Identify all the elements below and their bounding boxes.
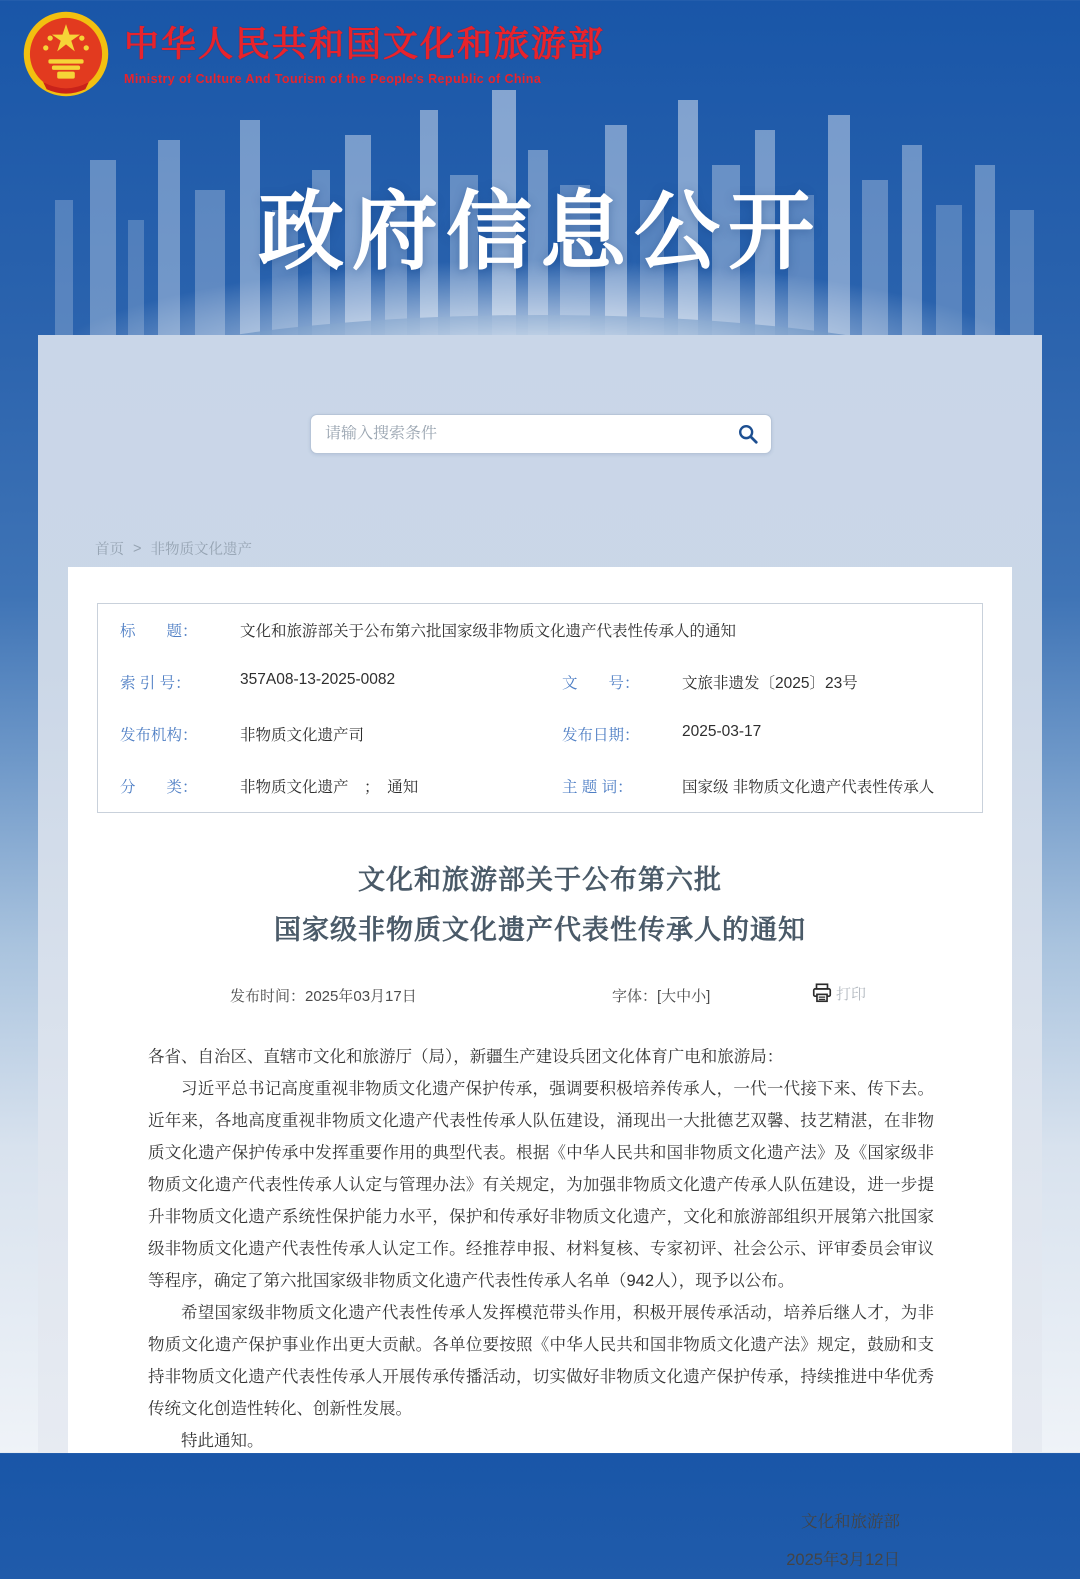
search-icon bbox=[737, 423, 759, 445]
search-input[interactable] bbox=[311, 425, 737, 443]
paragraph-1: 习近平总书记高度重视非物质文化遗产保护传承，强调要积极培养传承人，一代一代接下来、传下去。近年来，各地高度重视非物质文化遗产代表性传承人队伍建设，涌现出一大批德艺双馨、技艺精湛，在非物质文化遗产保护传承中发挥重要作用的典型代表。根据《中华人民共和国非物质文化遗产法》及《国家级非物质文化遗产代表性传承人认定与管理办法》有关规定，为加强非物质文化遗产传承人队伍建设，进一步提升非物质文化遗产系统性保护能力水平，保护和传承好非物质文化遗产，文化和旅游部组织开展第六批国家级非物质文化遗产代表性传承人认定工作。经推荐申报、材料复核、专家初评、社会公示、评审委员会审议等程序，确定了第六批国家级非物质文化遗产代表性传承人名单（942人），现予以公布。 bbox=[148, 1080, 934, 1290]
article-info-row bbox=[68, 981, 1012, 1013]
paragraph-2: 希望国家级非物质文化遗产代表性传承人发挥模范带头作用，积极开展传承活动，培养后继人才，为非物质文化遗产保护事业作出更大贡献。各单位要按照《中华人民共和国非物质文化遗产法》规定，鼓励和支持非物质文化遗产代表性传承人开展传承传播活动，切实做好非物质文化遗产保护传承，持续推进中华优秀传统文化创造性转化、创新性发展。 bbox=[148, 1304, 934, 1418]
meta-index-label: 索 引 号： bbox=[120, 675, 191, 692]
meta-title-value: 文化和旅游部关于公布第六批国家级非物质文化遗产代表性传承人的通知 bbox=[240, 623, 737, 640]
signature-name: 文化和旅游部 bbox=[801, 1513, 900, 1531]
print-button[interactable] bbox=[805, 981, 872, 1005]
meta-subject-value: 国家级 非物质文化遗产代表性传承人 bbox=[682, 779, 935, 796]
meta-row-category bbox=[98, 760, 982, 812]
ministry-header bbox=[22, 10, 605, 98]
meta-title-label: 标 题： bbox=[120, 623, 198, 640]
meta-row-index bbox=[98, 656, 982, 708]
meta-index-value: 357A08-13-2025-0082 bbox=[240, 671, 396, 688]
search-button[interactable] bbox=[737, 423, 771, 445]
meta-subject-label: 主 题 词： bbox=[562, 779, 633, 796]
article-title bbox=[128, 855, 952, 955]
meta-issuer-value: 非物质文化遗产司 bbox=[240, 727, 365, 744]
ministry-name: 中华人民共和国文化和旅游部 bbox=[124, 25, 606, 64]
meta-category-label: 分 类： bbox=[120, 779, 198, 796]
paragraph-notice: 特此通知。 bbox=[181, 1432, 264, 1450]
breadcrumb bbox=[95, 538, 252, 559]
meta-table bbox=[97, 603, 983, 813]
meta-issuer-label: 发布机构： bbox=[120, 727, 198, 744]
signature-block bbox=[68, 1503, 1012, 1579]
meta-pub-date-label: 发布日期： bbox=[562, 727, 640, 744]
article-body bbox=[68, 1013, 1012, 1457]
meta-doc-no-label: 文 号： bbox=[562, 675, 640, 692]
breadcrumb-home-link[interactable]: 首页 bbox=[95, 542, 124, 558]
content-panel bbox=[38, 335, 1042, 1569]
banner-title: 政府信息公开 bbox=[258, 184, 822, 280]
meta-row-issuer bbox=[98, 708, 982, 760]
content-card bbox=[68, 567, 1012, 1569]
search-bar bbox=[310, 414, 772, 454]
meta-pub-date-value: 2025-03-17 bbox=[682, 723, 762, 740]
article-title-line2: 国家级非物质文化遗产代表性传承人的通知 bbox=[274, 915, 806, 945]
meta-doc-no-value: 文旅非遗发〔2025〕23号 bbox=[682, 675, 858, 692]
print-label: 打印 bbox=[835, 985, 866, 1003]
signature-date: 2025年3月12日 bbox=[786, 1551, 900, 1569]
publish-time: 发布时间：2025年03月17日 bbox=[230, 988, 417, 1005]
printer-icon bbox=[811, 982, 833, 1004]
font-size-control[interactable]: 字体：[大中小] bbox=[612, 988, 711, 1005]
meta-row-title bbox=[98, 604, 982, 656]
breadcrumb-separator-icon: > bbox=[133, 540, 142, 557]
national-emblem-icon bbox=[22, 10, 110, 98]
paragraph-salutation: 各省、自治区、直辖市文化和旅游厅（局），新疆生产建设兵团文化体育广电和旅游局： bbox=[148, 1048, 784, 1066]
ministry-name-en: Ministry of Culture And Tourism of the People's Republic of China bbox=[124, 72, 542, 86]
meta-category-value: 非物质文化遗产 ； 通知 bbox=[240, 779, 419, 796]
breadcrumb-current[interactable]: 非物质文化遗产 bbox=[150, 542, 252, 558]
article-title-line1: 文化和旅游部关于公布第六批 bbox=[358, 865, 722, 895]
